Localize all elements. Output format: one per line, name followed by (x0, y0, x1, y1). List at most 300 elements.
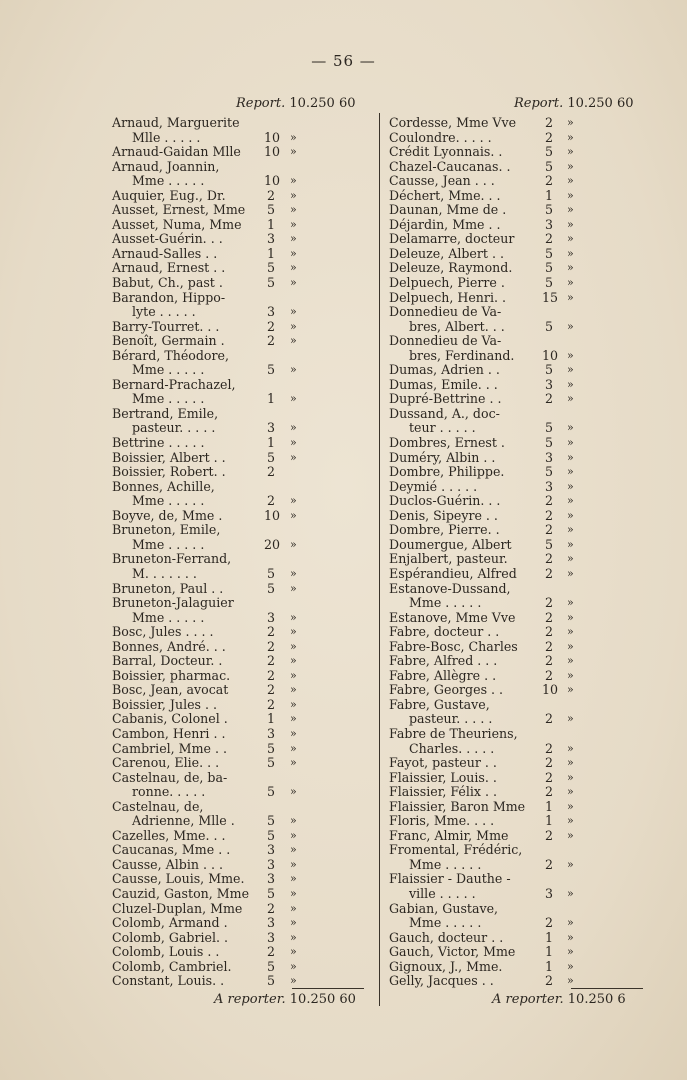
donation-amount: 2 (544, 565, 553, 581)
donor-name: Bosc, Jules . . . . (112, 624, 214, 640)
ditto-mark: » (290, 246, 297, 260)
donation-amount: 5 (544, 245, 553, 261)
donor-row (389, 858, 651, 873)
donor-name: Ausset-Guérin. . . (112, 231, 223, 247)
donor-name: Colomb, Cambriel. (112, 958, 232, 974)
donation-amount: 5 (544, 202, 553, 218)
donor-name: Boissier, Robert. . (112, 464, 226, 480)
donor-row (112, 451, 374, 466)
ditto-mark: » (290, 857, 297, 871)
donation-amount: 20 (264, 536, 281, 552)
ditto-mark: » (290, 901, 297, 915)
donation-amount: 15 (542, 289, 559, 305)
donor-name: Mme . . . . . (132, 391, 205, 407)
donor-name: Colomb, Armand . (112, 915, 228, 931)
donor-name: Donnedieu de Va- (389, 304, 502, 320)
donation-amount: 5 (544, 536, 553, 552)
donor-name: Delpuech, Henri. . (389, 289, 506, 305)
donor-name: Bonnes, Achille, (112, 478, 215, 494)
donor-name: Cabanis, Colonel . (112, 711, 228, 727)
ditto-mark: » (567, 246, 574, 260)
donor-name: Fabre-Bosc, Charles (389, 638, 518, 654)
donor-name: Constant, Louis. . (112, 973, 225, 989)
donor-name: Fabre de Theuriens, (389, 725, 518, 741)
donor-row (389, 872, 651, 887)
ditto-mark: » (567, 668, 574, 682)
ditto-mark: » (290, 843, 297, 857)
donor-name: Fayot, pasteur . . (389, 755, 497, 771)
ditto-mark: » (290, 625, 297, 639)
donor-row (112, 712, 374, 727)
donor-row (112, 523, 374, 538)
donor-row (389, 552, 651, 567)
ditto-mark: » (567, 959, 574, 973)
donation-amount: 5 (266, 565, 275, 581)
donation-amount: 2 (544, 551, 553, 567)
donor-row (112, 582, 374, 597)
donation-amount: 5 (266, 885, 275, 901)
donation-amount: 2 (266, 638, 275, 654)
ditto-mark: » (290, 188, 297, 202)
donor-row (389, 742, 651, 757)
donor-name: bres, Albert. . . (409, 318, 505, 334)
donor-row (112, 131, 374, 146)
donor-row (112, 829, 374, 844)
donation-amount: 3 (266, 609, 275, 625)
ditto-mark: » (567, 886, 574, 900)
donor-name: Ausset, Numa, Mme (112, 216, 242, 232)
ditto-mark: » (567, 377, 574, 391)
donor-row (389, 509, 651, 524)
donor-row (112, 669, 374, 684)
ditto-mark: » (567, 188, 574, 202)
ditto-mark: » (290, 814, 297, 828)
donor-name: Bonnes, André. . . (112, 638, 226, 654)
donation-amount: 3 (266, 725, 275, 741)
ditto-mark: » (290, 305, 297, 319)
donor-name: Mme . . . . . (409, 595, 482, 611)
donation-amount: 5 (266, 740, 275, 756)
ditto-mark: » (290, 785, 297, 799)
donor-row (389, 247, 651, 262)
ditto-mark: » (567, 596, 574, 610)
donor-name: Donnedieu de Va- (389, 333, 502, 349)
ditto-mark: » (567, 261, 574, 275)
donor-name: Auquier, Eug., Dr. (112, 187, 226, 203)
donation-amount: 1 (266, 391, 275, 407)
ditto-mark: » (290, 712, 297, 726)
donor-row (112, 858, 374, 873)
donation-amount: 2 (266, 187, 275, 203)
donation-amount: 3 (544, 376, 553, 392)
donation-amount: 5 (544, 435, 553, 451)
donation-amount: 1 (266, 711, 275, 727)
ditto-mark: » (290, 145, 297, 159)
ditto-mark: » (567, 974, 574, 988)
donor-row (389, 349, 651, 364)
donor-name: Estanove, Mme Vve (389, 609, 516, 625)
donor-row (112, 320, 374, 335)
donor-row (112, 116, 374, 131)
column-divider (379, 113, 380, 1006)
ditto-mark: » (290, 930, 297, 944)
donor-name: Bernard-Prachazel, (112, 376, 236, 392)
ditto-mark: » (567, 290, 574, 304)
donor-name: Coulondre. . . . . (389, 129, 492, 145)
donation-amount: 2 (544, 740, 553, 756)
donation-amount: 2 (544, 129, 553, 145)
donor-name: bres, Ferdinand. (409, 347, 515, 363)
donation-amount: 2 (544, 522, 553, 538)
donation-amount: 2 (266, 653, 275, 669)
donor-name: Cazelles, Mme. . . (112, 827, 226, 843)
left-carry-amount: 10.250 60 (289, 992, 356, 1007)
donation-amount: 2 (544, 624, 553, 640)
donation-amount: 2 (544, 595, 553, 611)
left-report-amount: 10.250 60 (289, 96, 356, 111)
donor-row (112, 538, 374, 553)
donation-amount: 2 (544, 173, 553, 189)
donor-name: Enjalbert, pasteur. (389, 551, 508, 567)
donor-name: Causse, Albin . . . (112, 856, 223, 872)
donor-row (389, 392, 651, 407)
donor-name: Mlle . . . . . (132, 129, 201, 145)
donor-row (389, 887, 651, 902)
donor-name: Duméry, Albin . . (389, 449, 496, 465)
donor-name: Arnaud-Salles . . (112, 245, 218, 261)
ditto-mark: » (290, 610, 297, 624)
donation-amount: 10 (264, 507, 281, 523)
right-carry-amount: 10.250 6 (567, 992, 626, 1007)
donor-row (112, 421, 374, 436)
donor-row (389, 727, 651, 742)
donation-amount: 5 (544, 362, 553, 378)
donation-amount: 1 (266, 216, 275, 232)
donor-row (389, 276, 651, 291)
donor-name: Fabre, Gustave, (389, 696, 490, 712)
donor-row (389, 800, 651, 815)
donation-amount: 3 (266, 420, 275, 436)
donation-amount: 1 (544, 798, 553, 814)
ditto-mark: » (290, 654, 297, 668)
donor-name: Mme . . . . . (132, 493, 205, 509)
donor-row (389, 567, 651, 582)
ditto-mark: » (290, 203, 297, 217)
donor-row (112, 378, 374, 393)
donor-row (389, 305, 651, 320)
ditto-mark: » (290, 828, 297, 842)
donor-row (389, 931, 651, 946)
donation-amount: 2 (544, 769, 553, 785)
donor-name: Charles. . . . . (409, 740, 495, 756)
donation-amount: 2 (266, 900, 275, 916)
donation-amount: 2 (544, 856, 553, 872)
donor-name: Benoît, Germain . (112, 333, 225, 349)
donation-amount: 3 (266, 842, 275, 858)
donor-name: Carenou, Elie. . . (112, 755, 220, 771)
donor-row (112, 596, 374, 611)
donation-amount: 2 (266, 696, 275, 712)
donor-name: Adrienne, Mlle . (132, 813, 235, 829)
donor-row (389, 203, 651, 218)
ditto-mark: » (290, 130, 297, 144)
donor-row (389, 814, 651, 829)
donor-name: Caucanas, Mme . . (112, 842, 231, 858)
ditto-mark: » (290, 756, 297, 770)
ditto-mark: » (567, 363, 574, 377)
donor-name: Babut, Ch., past . (112, 275, 223, 291)
ditto-mark: » (567, 465, 574, 479)
donation-amount: 3 (266, 304, 275, 320)
donor-name: Dumas, Emile. . . (389, 376, 498, 392)
ditto-mark: » (567, 174, 574, 188)
donor-row (389, 378, 651, 393)
ditto-mark: » (567, 916, 574, 930)
donor-row (112, 872, 374, 887)
ditto-mark: » (567, 712, 574, 726)
donor-name: Flaissier, Baron Mme (389, 798, 526, 814)
left-column (112, 116, 374, 989)
ditto-mark: » (290, 566, 297, 580)
donor-row (389, 232, 651, 247)
donor-name: Fromental, Frédéric, (389, 842, 523, 858)
ditto-mark: » (290, 261, 297, 275)
donor-row (389, 771, 651, 786)
left-carry-label: A reporter. (214, 992, 286, 1007)
donor-name: Arnaud, Joannin, (112, 158, 220, 174)
donor-row (112, 902, 374, 917)
ditto-mark: » (567, 537, 574, 551)
ditto-mark: » (567, 276, 574, 290)
donor-row (112, 611, 374, 626)
donor-row (389, 494, 651, 509)
donor-row (389, 669, 651, 684)
donor-row (112, 785, 374, 800)
donor-name: Chazel-Caucanas. . (389, 158, 511, 174)
ditto-mark: » (567, 610, 574, 624)
donation-amount: 3 (544, 449, 553, 465)
donor-name: Flaissier, Félix . . (389, 784, 498, 800)
ditto-mark: » (567, 945, 574, 959)
ditto-mark: » (290, 741, 297, 755)
donor-row (112, 334, 374, 349)
donor-row (389, 131, 651, 146)
donation-amount: 3 (266, 915, 275, 931)
donor-row (389, 829, 651, 844)
ditto-mark: » (567, 552, 574, 566)
donation-amount: 2 (544, 115, 553, 130)
donor-row (112, 727, 374, 742)
donation-amount: 5 (266, 449, 275, 465)
ditto-mark: » (290, 916, 297, 930)
ditto-mark: » (567, 421, 574, 435)
donation-amount: 5 (266, 275, 275, 291)
donor-name: Bruneton-Jalaguier (112, 595, 234, 611)
donor-name: Flaissier - Dauthe - (389, 871, 511, 887)
ditto-mark: » (567, 930, 574, 944)
left-total-rule (292, 988, 364, 989)
ditto-mark: » (290, 421, 297, 435)
donor-name: Gauch, docteur . . (389, 929, 504, 945)
donor-name: Castelnau, de, ba- (112, 769, 228, 785)
donation-amount: 2 (544, 711, 553, 727)
donation-amount: 5 (266, 958, 275, 974)
ditto-mark: » (290, 334, 297, 348)
donor-row (112, 800, 374, 815)
ditto-mark: » (290, 683, 297, 697)
donation-amount: 2 (544, 609, 553, 625)
donor-name: Deymié . . . . . (389, 478, 478, 494)
donor-row (112, 552, 374, 567)
ditto-mark: » (567, 479, 574, 493)
donor-name: Boyve, de, Mme . (112, 507, 223, 523)
donor-name: Mme . . . . . (409, 915, 482, 931)
donation-amount: 10 (264, 129, 281, 145)
donor-name: Bruneton, Emile, (112, 522, 221, 538)
ditto-mark: » (567, 639, 574, 653)
ditto-mark: » (567, 145, 574, 159)
ditto-mark: » (290, 174, 297, 188)
ditto-mark: » (290, 537, 297, 551)
ditto-mark: » (567, 159, 574, 173)
donor-row (389, 712, 651, 727)
donor-name: Cluzel-Duplan, Mme (112, 900, 243, 916)
ditto-mark: » (290, 697, 297, 711)
donation-amount: 10 (264, 173, 281, 189)
ditto-mark: » (290, 668, 297, 682)
donor-name: Arnaud, Marguerite (112, 115, 240, 130)
donor-name: Duclos-Guérin. . . (389, 493, 501, 509)
right-carry-label: A reporter. (492, 992, 564, 1007)
donor-row (389, 611, 651, 626)
donor-row (112, 509, 374, 524)
donor-row (389, 160, 651, 175)
ditto-mark: » (290, 872, 297, 886)
donor-row (389, 916, 651, 931)
donation-amount: 2 (266, 667, 275, 683)
donor-row (112, 887, 374, 902)
donation-amount: 5 (544, 464, 553, 480)
donor-row (389, 451, 651, 466)
donor-name: Deleuze, Raymond. (389, 260, 513, 276)
ditto-mark: » (290, 276, 297, 290)
donor-row (112, 916, 374, 931)
donation-amount: 2 (544, 973, 553, 989)
donation-amount: 1 (544, 813, 553, 829)
left-carry-line (214, 992, 356, 1007)
donor-row (112, 160, 374, 175)
donation-amount: 1 (544, 187, 553, 203)
ditto-mark: » (290, 639, 297, 653)
ditto-mark: » (567, 436, 574, 450)
donor-name: Mme . . . . . (132, 173, 205, 189)
donor-row (112, 407, 374, 422)
left-report-line (236, 96, 356, 111)
donation-amount: 2 (266, 464, 275, 480)
donor-name: Fabre, Alfred . . . (389, 653, 498, 669)
donor-row (389, 596, 651, 611)
donor-name: Mme . . . . . (132, 536, 205, 552)
donor-name: Barral, Docteur. . (112, 653, 223, 669)
donation-amount: 5 (266, 202, 275, 218)
donor-row (389, 218, 651, 233)
donation-amount: 5 (544, 318, 553, 334)
right-report-amount: 10.250 60 (567, 96, 634, 111)
donor-row (389, 465, 651, 480)
donor-name: Delamarre, docteur (389, 231, 515, 247)
donor-row (112, 392, 374, 407)
donation-amount: 2 (544, 493, 553, 509)
donor-name: Boissier, Jules . . (112, 696, 218, 712)
donor-name: Cambon, Henri . . (112, 725, 226, 741)
donation-amount: 2 (544, 653, 553, 669)
donor-row (389, 756, 651, 771)
donor-name: Bérard, Théodore, (112, 347, 229, 363)
ditto-mark: » (567, 319, 574, 333)
ditto-mark: » (567, 523, 574, 537)
donation-amount: 2 (544, 784, 553, 800)
donor-name: ronne. . . . . (132, 784, 206, 800)
ditto-mark: » (567, 741, 574, 755)
donor-name: Dombre, Pierre. . (389, 522, 500, 538)
donation-amount: 2 (544, 391, 553, 407)
donor-row (389, 407, 651, 422)
donor-row (112, 247, 374, 262)
donation-amount: 1 (544, 929, 553, 945)
ditto-mark: » (290, 494, 297, 508)
donor-name: ville . . . . . (409, 885, 476, 901)
donor-row (112, 465, 374, 480)
donor-name: Dombres, Ernest . (389, 435, 505, 451)
ditto-mark: » (567, 203, 574, 217)
donation-amount: 5 (544, 158, 553, 174)
donor-name: Espérandieu, Alfred (389, 565, 517, 581)
ditto-mark: » (290, 886, 297, 900)
donor-row (389, 945, 651, 960)
donor-row (112, 931, 374, 946)
donation-amount: 5 (544, 420, 553, 436)
right-carry-line (492, 992, 626, 1007)
donation-amount: 5 (266, 580, 275, 596)
donor-name: Gabian, Gustave, (389, 900, 499, 916)
donor-row (112, 654, 374, 669)
donor-row (112, 218, 374, 233)
donor-name: pasteur. . . . . (409, 711, 493, 727)
donor-name: Boissier, pharmac. (112, 667, 231, 683)
ditto-mark: » (290, 959, 297, 973)
donation-amount: 2 (544, 507, 553, 523)
donor-name: Causse, Jean . . . (389, 173, 495, 189)
donor-row (112, 960, 374, 975)
ditto-mark: » (567, 814, 574, 828)
ditto-mark: » (567, 348, 574, 362)
donor-name: Doumergue, Albert (389, 536, 512, 552)
donor-row (389, 174, 651, 189)
donor-row (112, 843, 374, 858)
donor-row (112, 174, 374, 189)
ditto-mark: » (290, 945, 297, 959)
ditto-mark: » (567, 450, 574, 464)
donation-amount: 2 (544, 915, 553, 931)
donor-row (112, 640, 374, 655)
donor-name: Dombre, Philippe. (389, 464, 505, 480)
donation-amount: 3 (544, 885, 553, 901)
donation-amount: 5 (544, 260, 553, 276)
donation-amount: 5 (266, 813, 275, 829)
donor-name: Fabre, Allègre . . (389, 667, 497, 683)
donor-row (112, 363, 374, 378)
ditto-mark: » (567, 494, 574, 508)
